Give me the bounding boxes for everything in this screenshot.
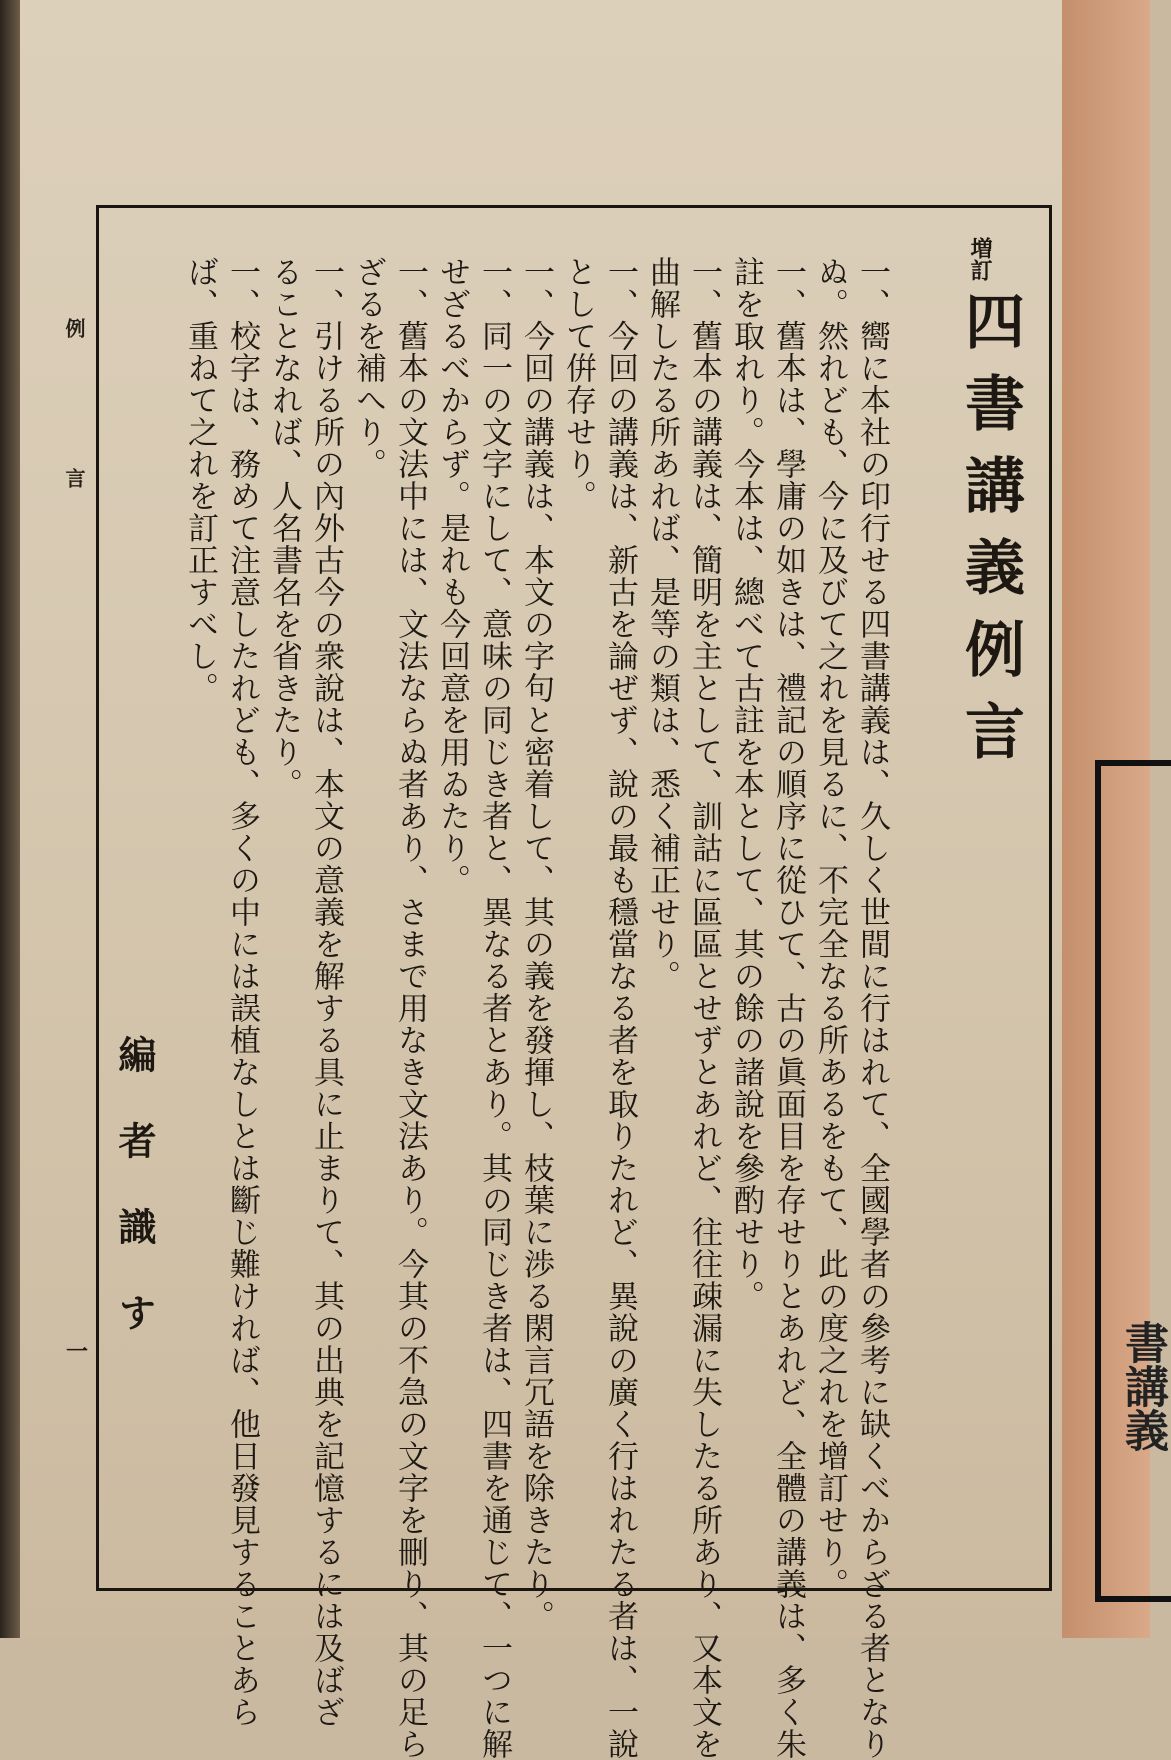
adjacent-page-frame: [1095, 760, 1171, 1602]
text-column: 一、舊本の文法中には、文法ならぬ者あり、さまで用なき文法あり。今其の不急の文字を刪り、其の足ら: [392, 256, 428, 1760]
text-column: 一、校字は、務めて注意したれども、多くの中には誤植なしとは斷じ難ければ、他日發見することあら: [224, 256, 260, 1728]
book-spine-shadow: [0, 0, 20, 1638]
text-column: 一、嚮に本社の印行せる四書講義は、久しく世間に行はれて、全國學者の參考に缺くべからざる者となり: [854, 256, 890, 1760]
text-column: 一、今回の講義は、新古を論ぜず、說の最も穩當なる者を取りたれど、異說の廣く行はれたる者は、一說: [602, 256, 638, 1760]
margin-section-label: 例言: [62, 318, 86, 618]
text-column: 一、今回の講義は、本文の字句と密着して、其の義を發揮し、枝葉に渉る閑言冗語を除きたり。: [518, 256, 554, 1632]
text-column: ば、重ねて之れを訂正すべし。: [182, 256, 218, 704]
text-column: 一、引ける所の內外古今の衆說は、本文の意義を解する具に止まりて、其の出典を記憶するには及ばざ: [308, 256, 344, 1728]
text-column: 曲解したる所あれば、是等の類は、悉く補正せり。: [644, 256, 680, 992]
title-prefix: 増訂: [967, 237, 993, 281]
page-number: 一: [66, 1339, 89, 1365]
text-column: 一、舊本の講義は、簡明を主として、訓詁に區區とせずとあれど、往往疎漏に失したる所あり、又本文を: [686, 256, 722, 1760]
text-column: 一、同一の文字にして、意味の同じき者と、異なる者とあり。其の同じき者は、四書を通じて、一つに解: [476, 256, 512, 1760]
text-column: ざるを補へり。: [350, 256, 386, 480]
text-column: ることなれば、人名書名を省きたり。: [266, 256, 302, 800]
adjacent-page-text: 書講義: [1117, 1320, 1168, 1452]
text-column: 一、舊本は、學庸の如きは、禮記の順序に從ひて、古の眞面目を存せりとあれど、全體の講義は、多く朱: [770, 256, 806, 1760]
page-title: 四書講義例言: [955, 290, 1025, 782]
text-column: として倂存せり。: [560, 256, 596, 512]
text-column: 註を取れり。今本は、總べて古註を本として、其の餘の諸說を參酌せり。: [728, 256, 764, 1312]
editor-signature: 編者識す: [112, 1035, 157, 1379]
text-column: せざるべからず。是れも今回意を用ゐたり。: [434, 256, 470, 896]
text-column: ぬ。然れども、今に及びて之れを見るに、不完全なる所あるをもて、此の度之れを增訂せり。: [812, 256, 848, 1600]
